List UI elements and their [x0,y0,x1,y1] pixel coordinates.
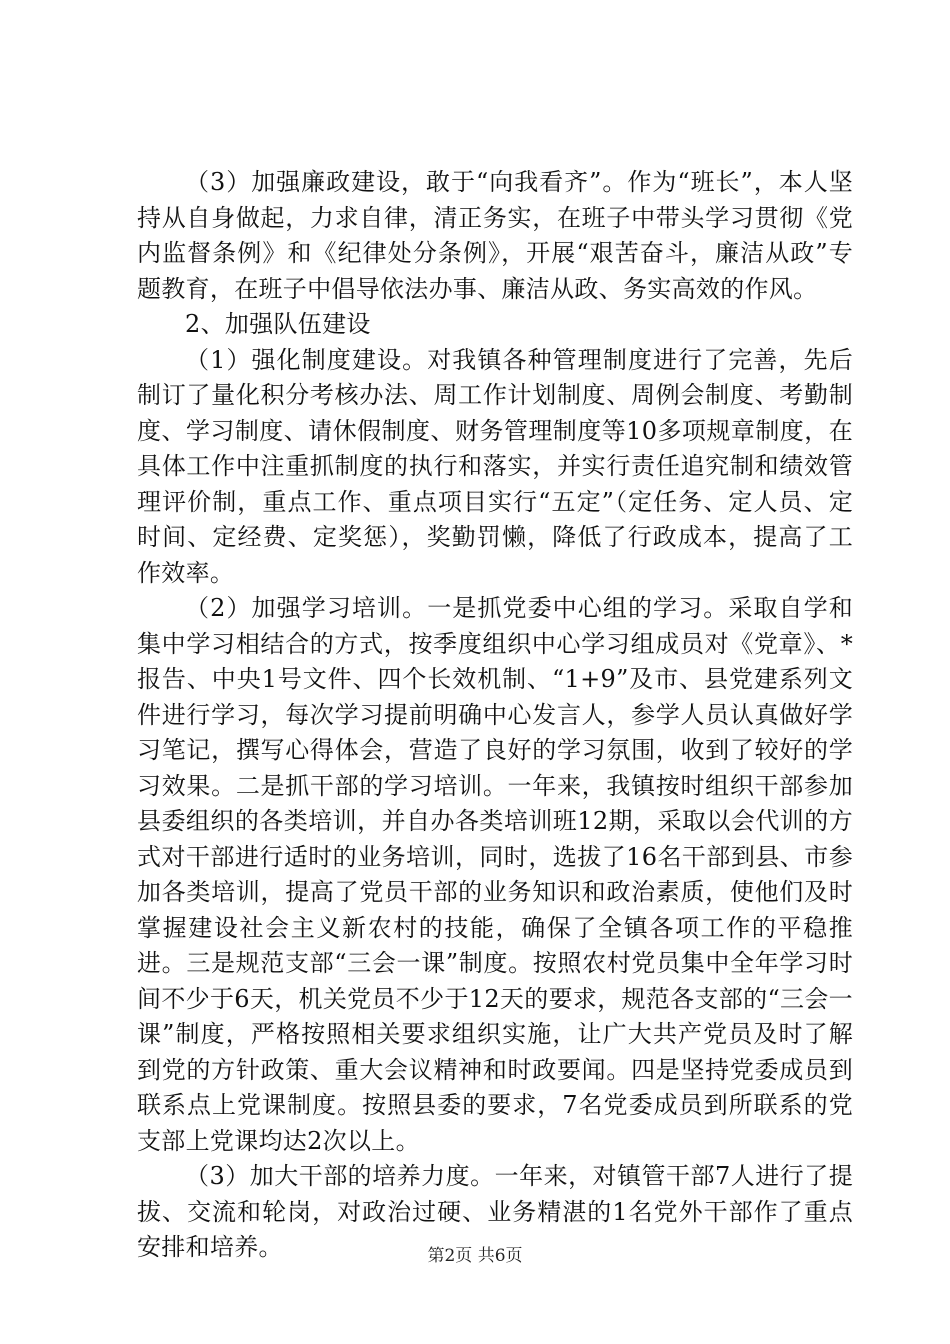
paragraph-cadre-cultivation: （3）加大干部的培养力度。一年来，对镇管干部7人进行了提拔、交流和轮岗，对政治过硬、业务精湛的1名党外干部作了重点安排和培养。 [137,1162,853,1261]
paragraph-system-building: （1）强化制度建设。对我镇各种管理制度进行了完善，先后制订了量化积分考核办法、周工作计划制度、周例会制度、考勤制度、学习制度、请休假制度、财务管理制度等10多项规章制度，在具体工作中注重抓制度的执行和落实，并实行责任追究制和绩效管理评价制，重点工作、重点项目实行“五定”（定任务、定人员、定时间、定经费、定奖惩），奖勤罚懒，降低了行政成本，提高了工作效率。 [137,345,853,587]
document-body [137,165,853,1266]
section-heading-team-building: 2、加强队伍建设 [185,310,371,338]
paragraph-integrity-building: （3）加强廉政建设，敢于“向我看齐”。作为“班长”，本人坚持从自身做起，力求自律，清正务实，在班子中带头学习贯彻《党内监督条例》和《纪律处分条例》，开展“艰苦奋斗，廉洁从政”专题教育，在班子中倡导依法办事、廉洁从政、务实高效的作风。 [137,168,853,303]
page-number-footer: 第2页 共6页 [427,1246,523,1266]
paragraph-study-training: （2）加强学习培训。一是抓党委中心组的学习。采取自学和集中学习相结合的方式，按季度组织中心学习组成员对《党章》、*报告、中央1号文件、四个长效机制、“1+9”及市、县党建系列文件进行学习，每次学习提前明确中心发言人，参学人员认真做好学习笔记，撰写心得体会，营造了良好的学习氛围，收到了较好的学习效果。二是抓干部的学习培训。一年来，我镇按时组织干部参加县委组织的各类培训，并自办各类培训班12期，采取以会代训的方式对干部进行适时的业务培训，同时，选拔了16名干部到县、市参加各类培训，提高了党员干部的业务知识和政治素质，使他们及时掌握建设社会主义新农村的技能，确保了全镇各项工作的平稳推进。三是规范支部“三会一课”制度。按照农村党员集中全年学习时间不少于6天，机关党员不少于12天的要求，规范各支部的“三会一课”制度，严格按照相关要求组织实施，让广大共产党员及时了解到党的方针政策、重大会议精神和时政要闻。四是坚持党委成员到联系点上党课制度。按照县委的要求，7名党委成员到所联系的党支部上党课均达2次以上。 [137,594,853,1155]
